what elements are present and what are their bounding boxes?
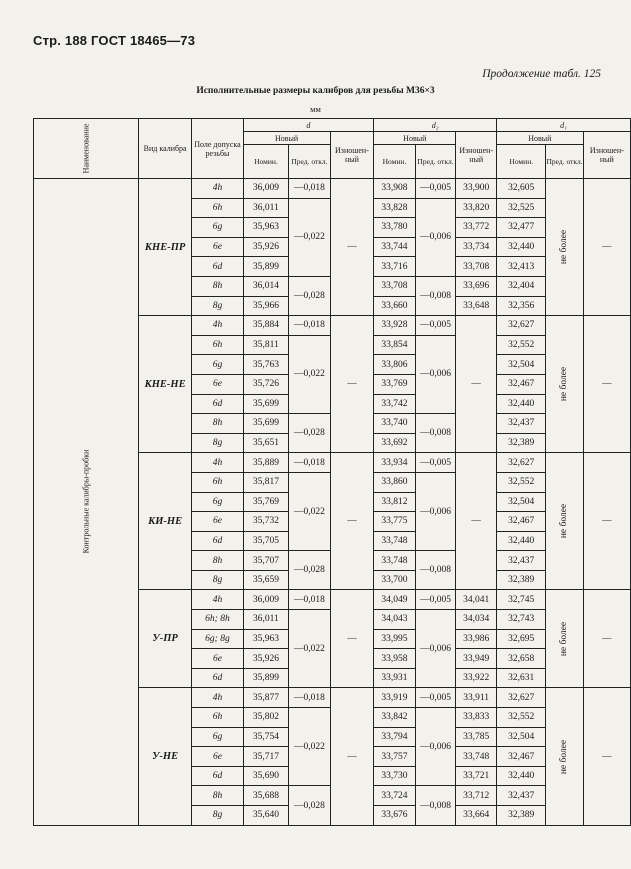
d-nominal: 35,884 xyxy=(243,316,289,336)
d1-deviation xyxy=(546,453,583,590)
d-nominal: 35,889 xyxy=(243,453,289,473)
d1-nominal: 32,440 xyxy=(497,237,546,257)
tolerance-field: 8g xyxy=(192,806,243,826)
d2-nominal: 33,958 xyxy=(374,649,415,669)
d-nominal: 35,926 xyxy=(243,237,289,257)
tolerance-field: 8g xyxy=(192,296,243,316)
d1-worn: — xyxy=(583,316,630,453)
d-nominal: 35,817 xyxy=(243,472,289,492)
d2-nominal: 33,780 xyxy=(374,218,415,238)
d1-nominal: 32,389 xyxy=(497,570,546,590)
tolerance-field: 6e xyxy=(192,649,243,669)
header-d1: d₁ xyxy=(497,119,631,132)
d2-worn: 34,034 xyxy=(456,610,497,630)
d2-deviation: —0,006 xyxy=(415,610,456,688)
tolerance-field: 6g xyxy=(192,218,243,238)
header-d2-nomin: Номин. xyxy=(374,145,415,179)
tolerance-field: 6h; 8h xyxy=(192,610,243,630)
header-d1-pred: Пред. откл. xyxy=(546,145,583,179)
tolerance-field: 6h xyxy=(192,472,243,492)
header-d1-noviy: Новый xyxy=(497,132,584,145)
d2-nominal: 33,812 xyxy=(374,492,415,512)
d1-nominal: 32,631 xyxy=(497,668,546,688)
units-label: мм xyxy=(310,104,321,114)
gauge-name: КНЕ-НЕ xyxy=(138,316,192,453)
d-nominal: 35,963 xyxy=(243,629,289,649)
d2-nominal: 33,730 xyxy=(374,766,415,786)
d-worn: — xyxy=(330,316,374,453)
d-nominal: 35,763 xyxy=(243,355,289,375)
d2-nominal: 34,049 xyxy=(374,590,415,610)
d1-nominal: 32,437 xyxy=(497,786,546,806)
header-naimenovanie: Наименование xyxy=(34,119,139,179)
header-d-pred: Пред. откл. xyxy=(289,145,330,179)
d2-nominal: 33,708 xyxy=(374,276,415,296)
d1-worn: — xyxy=(583,179,630,316)
header-d1-iznosh: Изношен-ный xyxy=(583,132,630,179)
d2-worn: 33,785 xyxy=(456,727,497,747)
d2-worn: 33,748 xyxy=(456,747,497,767)
d2-worn: 34,041 xyxy=(456,590,497,610)
d-nominal: 36,014 xyxy=(243,276,289,296)
d1-deviation xyxy=(546,316,583,453)
d-nominal: 35,877 xyxy=(243,688,289,708)
d2-worn: 33,712 xyxy=(456,786,497,806)
not-more-label: не более xyxy=(559,739,570,774)
group-label: Контрольные калибры-пробки xyxy=(81,449,91,554)
d2-nominal: 33,744 xyxy=(374,237,415,257)
tolerance-field: 6g; 8g xyxy=(192,629,243,649)
d-deviation: —0,022 xyxy=(289,610,330,688)
header-pole: Поле допуска резьбы xyxy=(192,119,243,179)
header-d1-nomin: Номин. xyxy=(497,145,546,179)
d1-deviation xyxy=(546,179,583,316)
d-nominal: 35,651 xyxy=(243,433,289,453)
d-nominal: 36,009 xyxy=(243,590,289,610)
d2-worn: 33,734 xyxy=(456,237,497,257)
d2-deviation: —0,005 xyxy=(415,179,456,199)
d2-nominal: 33,757 xyxy=(374,747,415,767)
d-nominal: 35,926 xyxy=(243,649,289,669)
tolerance-field: 8h xyxy=(192,414,243,434)
d2-nominal: 33,806 xyxy=(374,355,415,375)
d-deviation: —0,022 xyxy=(289,198,330,276)
d1-nominal: 32,627 xyxy=(497,688,546,708)
d2-worn: 33,986 xyxy=(456,629,497,649)
tolerance-field: 6g xyxy=(192,492,243,512)
d-worn: — xyxy=(330,590,374,688)
d2-deviation: —0,005 xyxy=(415,590,456,610)
d2-nominal: 33,742 xyxy=(374,394,415,414)
tolerance-field: 6e xyxy=(192,374,243,394)
d-deviation: —0,018 xyxy=(289,688,330,708)
table-title: Исполнительные размеры калибров для резьбы M36×3 xyxy=(196,86,435,96)
d1-nominal: 32,743 xyxy=(497,610,546,630)
d2-deviation: —0,005 xyxy=(415,316,456,336)
d1-nominal: 32,404 xyxy=(497,276,546,296)
header-d2-pred: Пред. откл. xyxy=(415,145,456,179)
d2-deviation: —0,006 xyxy=(415,472,456,550)
tolerance-field: 8h xyxy=(192,276,243,296)
d2-worn: 33,721 xyxy=(456,766,497,786)
d2-deviation: —0,008 xyxy=(415,551,456,590)
not-more-label: не более xyxy=(559,504,570,539)
d-nominal: 35,707 xyxy=(243,551,289,571)
d2-nominal: 33,928 xyxy=(374,316,415,336)
gauge-name: У-ПР xyxy=(138,590,192,688)
d1-worn: — xyxy=(583,453,630,590)
d-deviation: —0,018 xyxy=(289,590,330,610)
d1-nominal: 32,356 xyxy=(497,296,546,316)
d1-nominal: 32,467 xyxy=(497,747,546,767)
d1-worn: — xyxy=(583,688,630,825)
not-more-label: не более xyxy=(559,229,570,265)
d-nominal: 35,659 xyxy=(243,570,289,590)
tolerance-field: 4h xyxy=(192,453,243,473)
d2-deviation: —0,006 xyxy=(415,198,456,276)
d1-nominal: 32,552 xyxy=(497,335,546,355)
d-nominal: 35,802 xyxy=(243,708,289,728)
tolerance-field: 6g xyxy=(192,355,243,375)
tolerance-field: 4h xyxy=(192,179,243,199)
d2-nominal: 33,995 xyxy=(374,629,415,649)
gauge-name: КИ-НЕ xyxy=(138,453,192,590)
d2-nominal: 33,860 xyxy=(374,472,415,492)
tolerance-field: 6d xyxy=(192,668,243,688)
d2-deviation: —0,006 xyxy=(415,708,456,786)
header-vid: Вид калибра xyxy=(138,119,192,179)
d2-nominal: 33,748 xyxy=(374,551,415,571)
d1-nominal: 32,413 xyxy=(497,257,546,277)
d1-nominal: 32,605 xyxy=(497,179,546,199)
d-deviation: —0,018 xyxy=(289,453,330,473)
d-nominal: 35,690 xyxy=(243,766,289,786)
d2-deviation: —0,008 xyxy=(415,276,456,315)
tolerance-field: 6h xyxy=(192,335,243,355)
d-deviation: —0,018 xyxy=(289,316,330,336)
d-nominal: 35,705 xyxy=(243,531,289,551)
d2-deviation: —0,006 xyxy=(415,335,456,413)
d-worn: — xyxy=(330,688,374,825)
d-deviation: —0,022 xyxy=(289,472,330,550)
d1-nominal: 32,658 xyxy=(497,649,546,669)
d1-nominal: 32,552 xyxy=(497,708,546,728)
d2-nominal: 33,842 xyxy=(374,708,415,728)
d2-worn: 33,922 xyxy=(456,668,497,688)
d-nominal: 35,699 xyxy=(243,394,289,414)
d1-nominal: 32,467 xyxy=(497,374,546,394)
d-worn: — xyxy=(330,179,374,316)
d2-nominal: 33,931 xyxy=(374,668,415,688)
tolerance-field: 6h xyxy=(192,198,243,218)
d1-nominal: 32,440 xyxy=(497,766,546,786)
d2-nominal: 33,934 xyxy=(374,453,415,473)
d2-nominal: 33,740 xyxy=(374,414,415,434)
group-label-cell xyxy=(34,179,139,826)
d2-worn: 33,772 xyxy=(456,218,497,238)
d-deviation: —0,028 xyxy=(289,414,330,453)
d1-nominal: 32,437 xyxy=(497,551,546,571)
d2-deviation: —0,005 xyxy=(415,453,456,473)
d2-worn: 33,949 xyxy=(456,649,497,669)
table-row xyxy=(34,179,631,199)
d-nominal: 35,726 xyxy=(243,374,289,394)
d1-nominal: 32,504 xyxy=(497,727,546,747)
d-nominal: 35,754 xyxy=(243,727,289,747)
d-nominal: 35,732 xyxy=(243,512,289,532)
d2-nominal: 33,794 xyxy=(374,727,415,747)
dimensions-table xyxy=(33,118,631,826)
d2-nominal: 33,700 xyxy=(374,570,415,590)
d2-nominal: 33,775 xyxy=(374,512,415,532)
d2-nominal: 33,769 xyxy=(374,374,415,394)
d2-worn: 33,648 xyxy=(456,296,497,316)
d-nominal: 35,769 xyxy=(243,492,289,512)
d-nominal: 36,011 xyxy=(243,198,289,218)
d2-nominal: 33,660 xyxy=(374,296,415,316)
d2-deviation: —0,005 xyxy=(415,688,456,708)
header-d-iznosh: Изношен-ный xyxy=(330,132,374,179)
d2-worn: — xyxy=(456,316,497,453)
header-d-nomin: Номин. xyxy=(243,145,289,179)
d1-nominal: 32,440 xyxy=(497,394,546,414)
d2-nominal: 33,854 xyxy=(374,335,415,355)
d2-worn: 33,708 xyxy=(456,257,497,277)
d-deviation: —0,018 xyxy=(289,179,330,199)
d-nominal: 35,899 xyxy=(243,257,289,277)
not-more-label: не более xyxy=(559,367,570,402)
d1-nominal: 32,389 xyxy=(497,433,546,453)
d-nominal: 35,688 xyxy=(243,786,289,806)
d2-worn: 33,911 xyxy=(456,688,497,708)
d2-worn: 33,900 xyxy=(456,179,497,199)
tolerance-field: 6d xyxy=(192,531,243,551)
d1-worn: — xyxy=(583,590,630,688)
d1-nominal: 32,695 xyxy=(497,629,546,649)
d2-nominal: 34,043 xyxy=(374,610,415,630)
d-nominal: 35,963 xyxy=(243,218,289,238)
d1-nominal: 32,745 xyxy=(497,590,546,610)
gauge-name: У-НЕ xyxy=(138,688,192,825)
d1-nominal: 32,477 xyxy=(497,218,546,238)
header-d2-noviy: Новый xyxy=(374,132,456,145)
d1-nominal: 32,389 xyxy=(497,806,546,826)
d-nominal: 35,899 xyxy=(243,668,289,688)
header-d2-iznosh: Изношен-ный xyxy=(456,132,497,179)
header-d: d xyxy=(243,119,374,132)
d1-nominal: 32,627 xyxy=(497,316,546,336)
d-nominal: 36,009 xyxy=(243,179,289,199)
tolerance-field: 6g xyxy=(192,727,243,747)
d2-deviation: —0,008 xyxy=(415,786,456,825)
tolerance-field: 6d xyxy=(192,766,243,786)
d-nominal: 35,717 xyxy=(243,747,289,767)
page-header: Стр. 188 ГОСТ 18465—73 xyxy=(33,33,196,48)
d2-worn: 33,696 xyxy=(456,276,497,296)
d2-deviation: —0,008 xyxy=(415,414,456,453)
d1-nominal: 32,504 xyxy=(497,492,546,512)
continuation-note: Продолжение табл. 125 xyxy=(482,68,601,80)
d2-nominal: 33,724 xyxy=(374,786,415,806)
d1-nominal: 32,525 xyxy=(497,198,546,218)
tolerance-field: 8h xyxy=(192,551,243,571)
d-deviation: —0,022 xyxy=(289,335,330,413)
d2-worn: 33,664 xyxy=(456,806,497,826)
d1-deviation xyxy=(546,590,583,688)
d2-worn: 33,833 xyxy=(456,708,497,728)
header-d-noviy: Новый xyxy=(243,132,330,145)
d-worn: — xyxy=(330,453,374,590)
d1-deviation xyxy=(546,688,583,825)
d2-nominal: 33,919 xyxy=(374,688,415,708)
d1-nominal: 32,627 xyxy=(497,453,546,473)
tolerance-field: 4h xyxy=(192,688,243,708)
tolerance-field: 6d xyxy=(192,394,243,414)
d1-nominal: 32,437 xyxy=(497,414,546,434)
tolerance-field: 4h xyxy=(192,590,243,610)
header-d2: d₂ xyxy=(374,119,497,132)
tolerance-field: 6h xyxy=(192,708,243,728)
d-deviation: —0,022 xyxy=(289,708,330,786)
d-nominal: 35,640 xyxy=(243,806,289,826)
tolerance-field: 8g xyxy=(192,570,243,590)
tolerance-field: 6e xyxy=(192,237,243,257)
d-deviation: —0,028 xyxy=(289,551,330,590)
d-nominal: 36,011 xyxy=(243,610,289,630)
d-deviation: —0,028 xyxy=(289,276,330,315)
d1-nominal: 32,552 xyxy=(497,472,546,492)
not-more-label: не более xyxy=(559,621,570,657)
d2-nominal: 33,716 xyxy=(374,257,415,277)
d2-nominal: 33,692 xyxy=(374,433,415,453)
d2-nominal: 33,908 xyxy=(374,179,415,199)
tolerance-field: 6e xyxy=(192,512,243,532)
d-nominal: 35,966 xyxy=(243,296,289,316)
tolerance-field: 4h xyxy=(192,316,243,336)
d2-nominal: 33,676 xyxy=(374,806,415,826)
d1-nominal: 32,467 xyxy=(497,512,546,532)
tolerance-field: 8h xyxy=(192,786,243,806)
d1-nominal: 32,440 xyxy=(497,531,546,551)
d2-nominal: 33,828 xyxy=(374,198,415,218)
d-nominal: 35,699 xyxy=(243,414,289,434)
d2-nominal: 33,748 xyxy=(374,531,415,551)
tolerance-field: 6e xyxy=(192,747,243,767)
tolerance-field: 6d xyxy=(192,257,243,277)
d1-nominal: 32,504 xyxy=(497,355,546,375)
d-nominal: 35,811 xyxy=(243,335,289,355)
gauge-name: КНЕ-ПР xyxy=(138,179,192,316)
d2-worn: 33,820 xyxy=(456,198,497,218)
tolerance-field: 8g xyxy=(192,433,243,453)
d-deviation: —0,028 xyxy=(289,786,330,825)
d2-worn: — xyxy=(456,453,497,590)
